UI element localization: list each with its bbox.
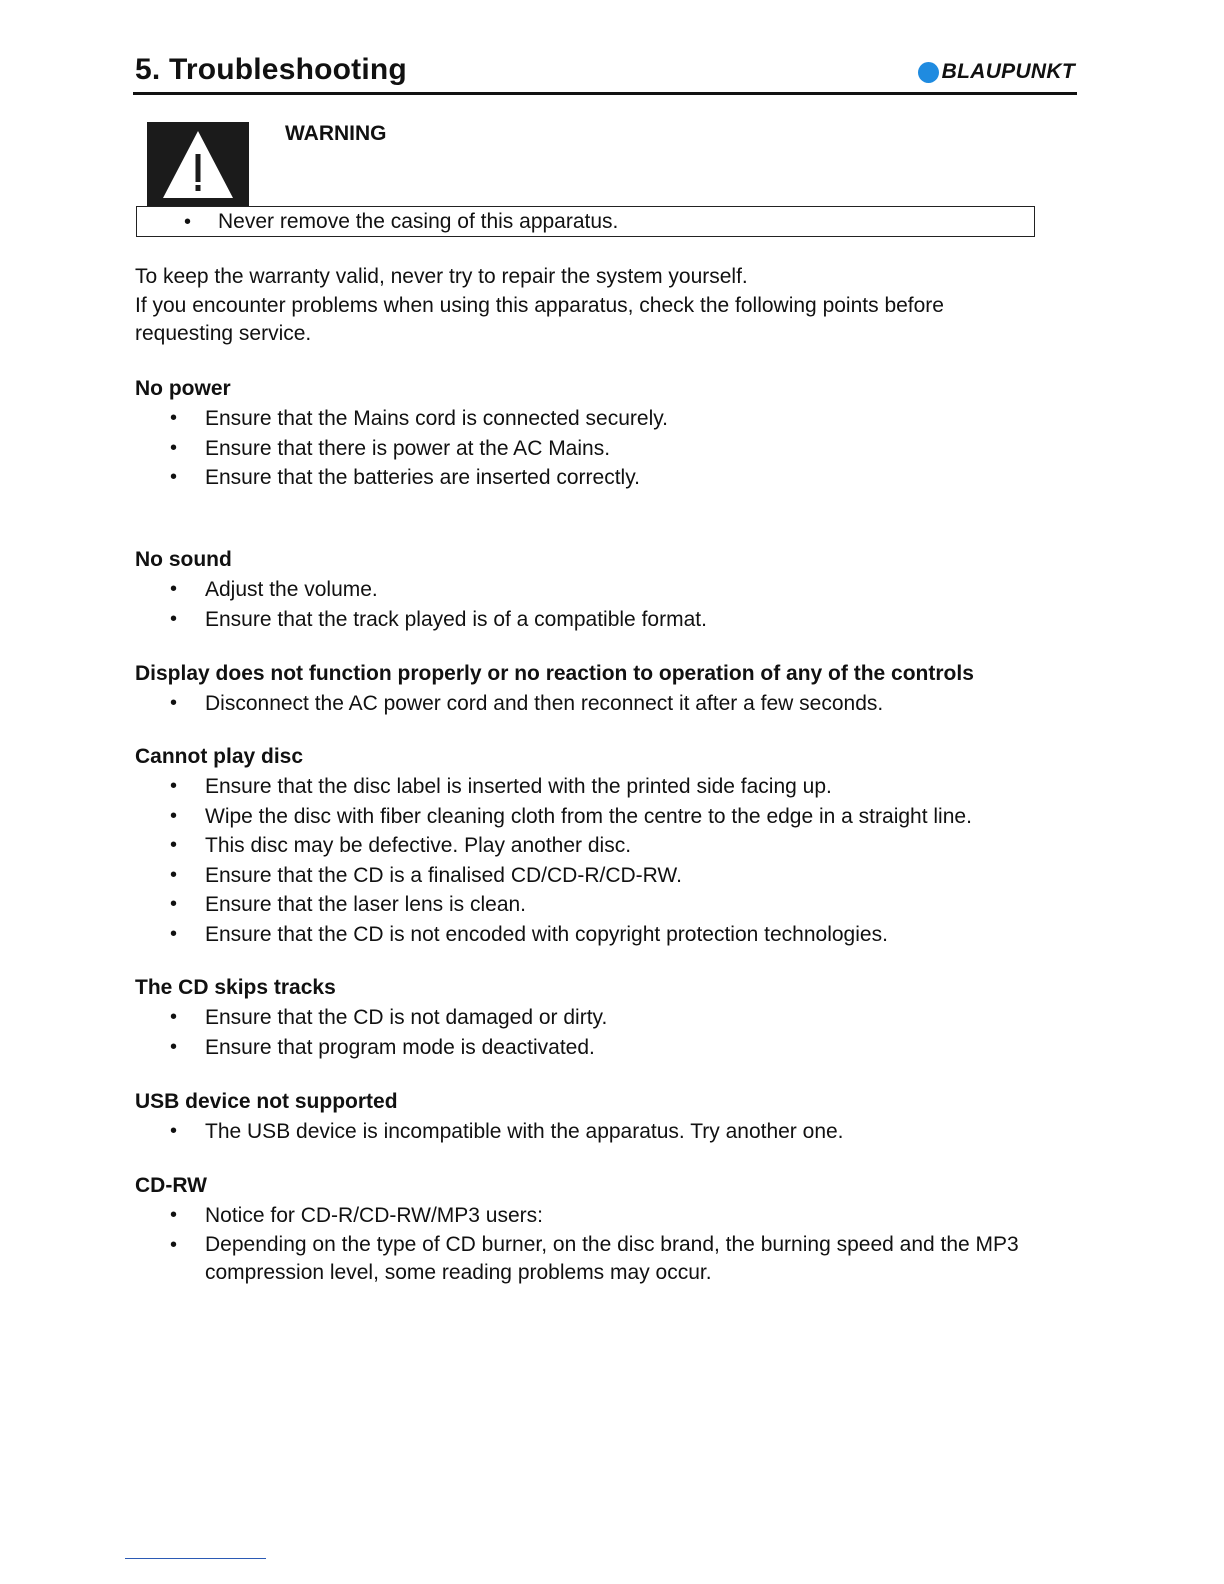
page-header [133,52,1077,95]
section-title-cd-skips: The CD skips tracks [135,976,336,999]
list-no-sound [135,575,1035,634]
section-title-usb: USB device not supported [135,1090,398,1113]
list-cd-skips [135,1003,1035,1062]
section-title-cannot-play-disc: Cannot play disc [135,745,304,768]
bullet-icon: • [184,211,192,233]
warning-heading: WARNING [285,122,387,145]
section-title-no-sound: No sound [135,548,232,571]
list-item: • Ensure that there is power at the AC Mains. [135,434,1035,464]
list-display [135,689,1035,719]
brand-logo [918,61,1075,83]
section-title-display: Display does not function properly or no reaction to operation of any of the controls [135,662,974,685]
list-no-power [135,404,1035,493]
list-item: • The USB device is incompatible with the apparatus. Try another one. [135,1117,1035,1147]
list-item: • Adjust the volume. [135,575,1035,605]
list-cd-rw [135,1201,1035,1288]
brand-dot-icon [918,62,939,83]
intro-paragraph [135,263,1035,349]
list-item: • Disconnect the AC power cord and then reconnect it after a few seconds. [135,689,1035,719]
list-item: • Ensure that the batteries are inserted correctly. [135,463,1035,493]
intro-line-1: To keep the warranty valid, never try to repair the system yourself. [135,265,748,288]
list-cannot-play-disc [135,772,1035,949]
list-item: • Ensure that the CD is not damaged or dirty. [135,1003,1035,1033]
list-item: • Ensure that the CD is not encoded with copyright protection technologies. [135,920,1035,950]
list-item: • Ensure that the Mains cord is connected securely. [135,404,1035,434]
list-item: • Notice for CD-R/CD-RW/MP3 users: [135,1201,1035,1231]
list-item: • Wipe the disc with fiber cleaning cloth from the centre to the edge in a straight line. [135,802,1035,832]
section-title-cd-rw: CD-RW [135,1174,207,1197]
list-item: • Ensure that the track played is of a compatible format. [135,605,1035,635]
warning-notice-box [136,206,1035,237]
page-title: 5. Troubleshooting [135,53,407,86]
list-item: • This disc may be defective. Play another disc. [135,831,1035,861]
list-usb [135,1117,1035,1147]
list-item: • Ensure that the laser lens is clean. [135,890,1035,920]
intro-line-2: If you encounter problems when using this apparatus, check the following points before requesting service. [135,293,944,345]
warning-triangle-icon [147,122,249,206]
list-item: • Ensure that the disc label is inserted with the printed side facing up. [135,772,1035,802]
list-item: • Ensure that program mode is deactivated. [135,1033,1035,1063]
list-item: • Ensure that the CD is a finalised CD/CD-R/CD-RW. [135,861,1035,891]
footnote-divider [125,1558,266,1559]
list-item: • Depending on the type of CD burner, on the disc brand, the burning speed and the MP3 compression level, some reading problems may occur. [135,1231,1035,1288]
section-title-no-power: No power [135,377,231,400]
brand-name: BLAUPUNKT [941,60,1075,83]
warning-item: Never remove the casing of this apparatus. [218,210,619,233]
